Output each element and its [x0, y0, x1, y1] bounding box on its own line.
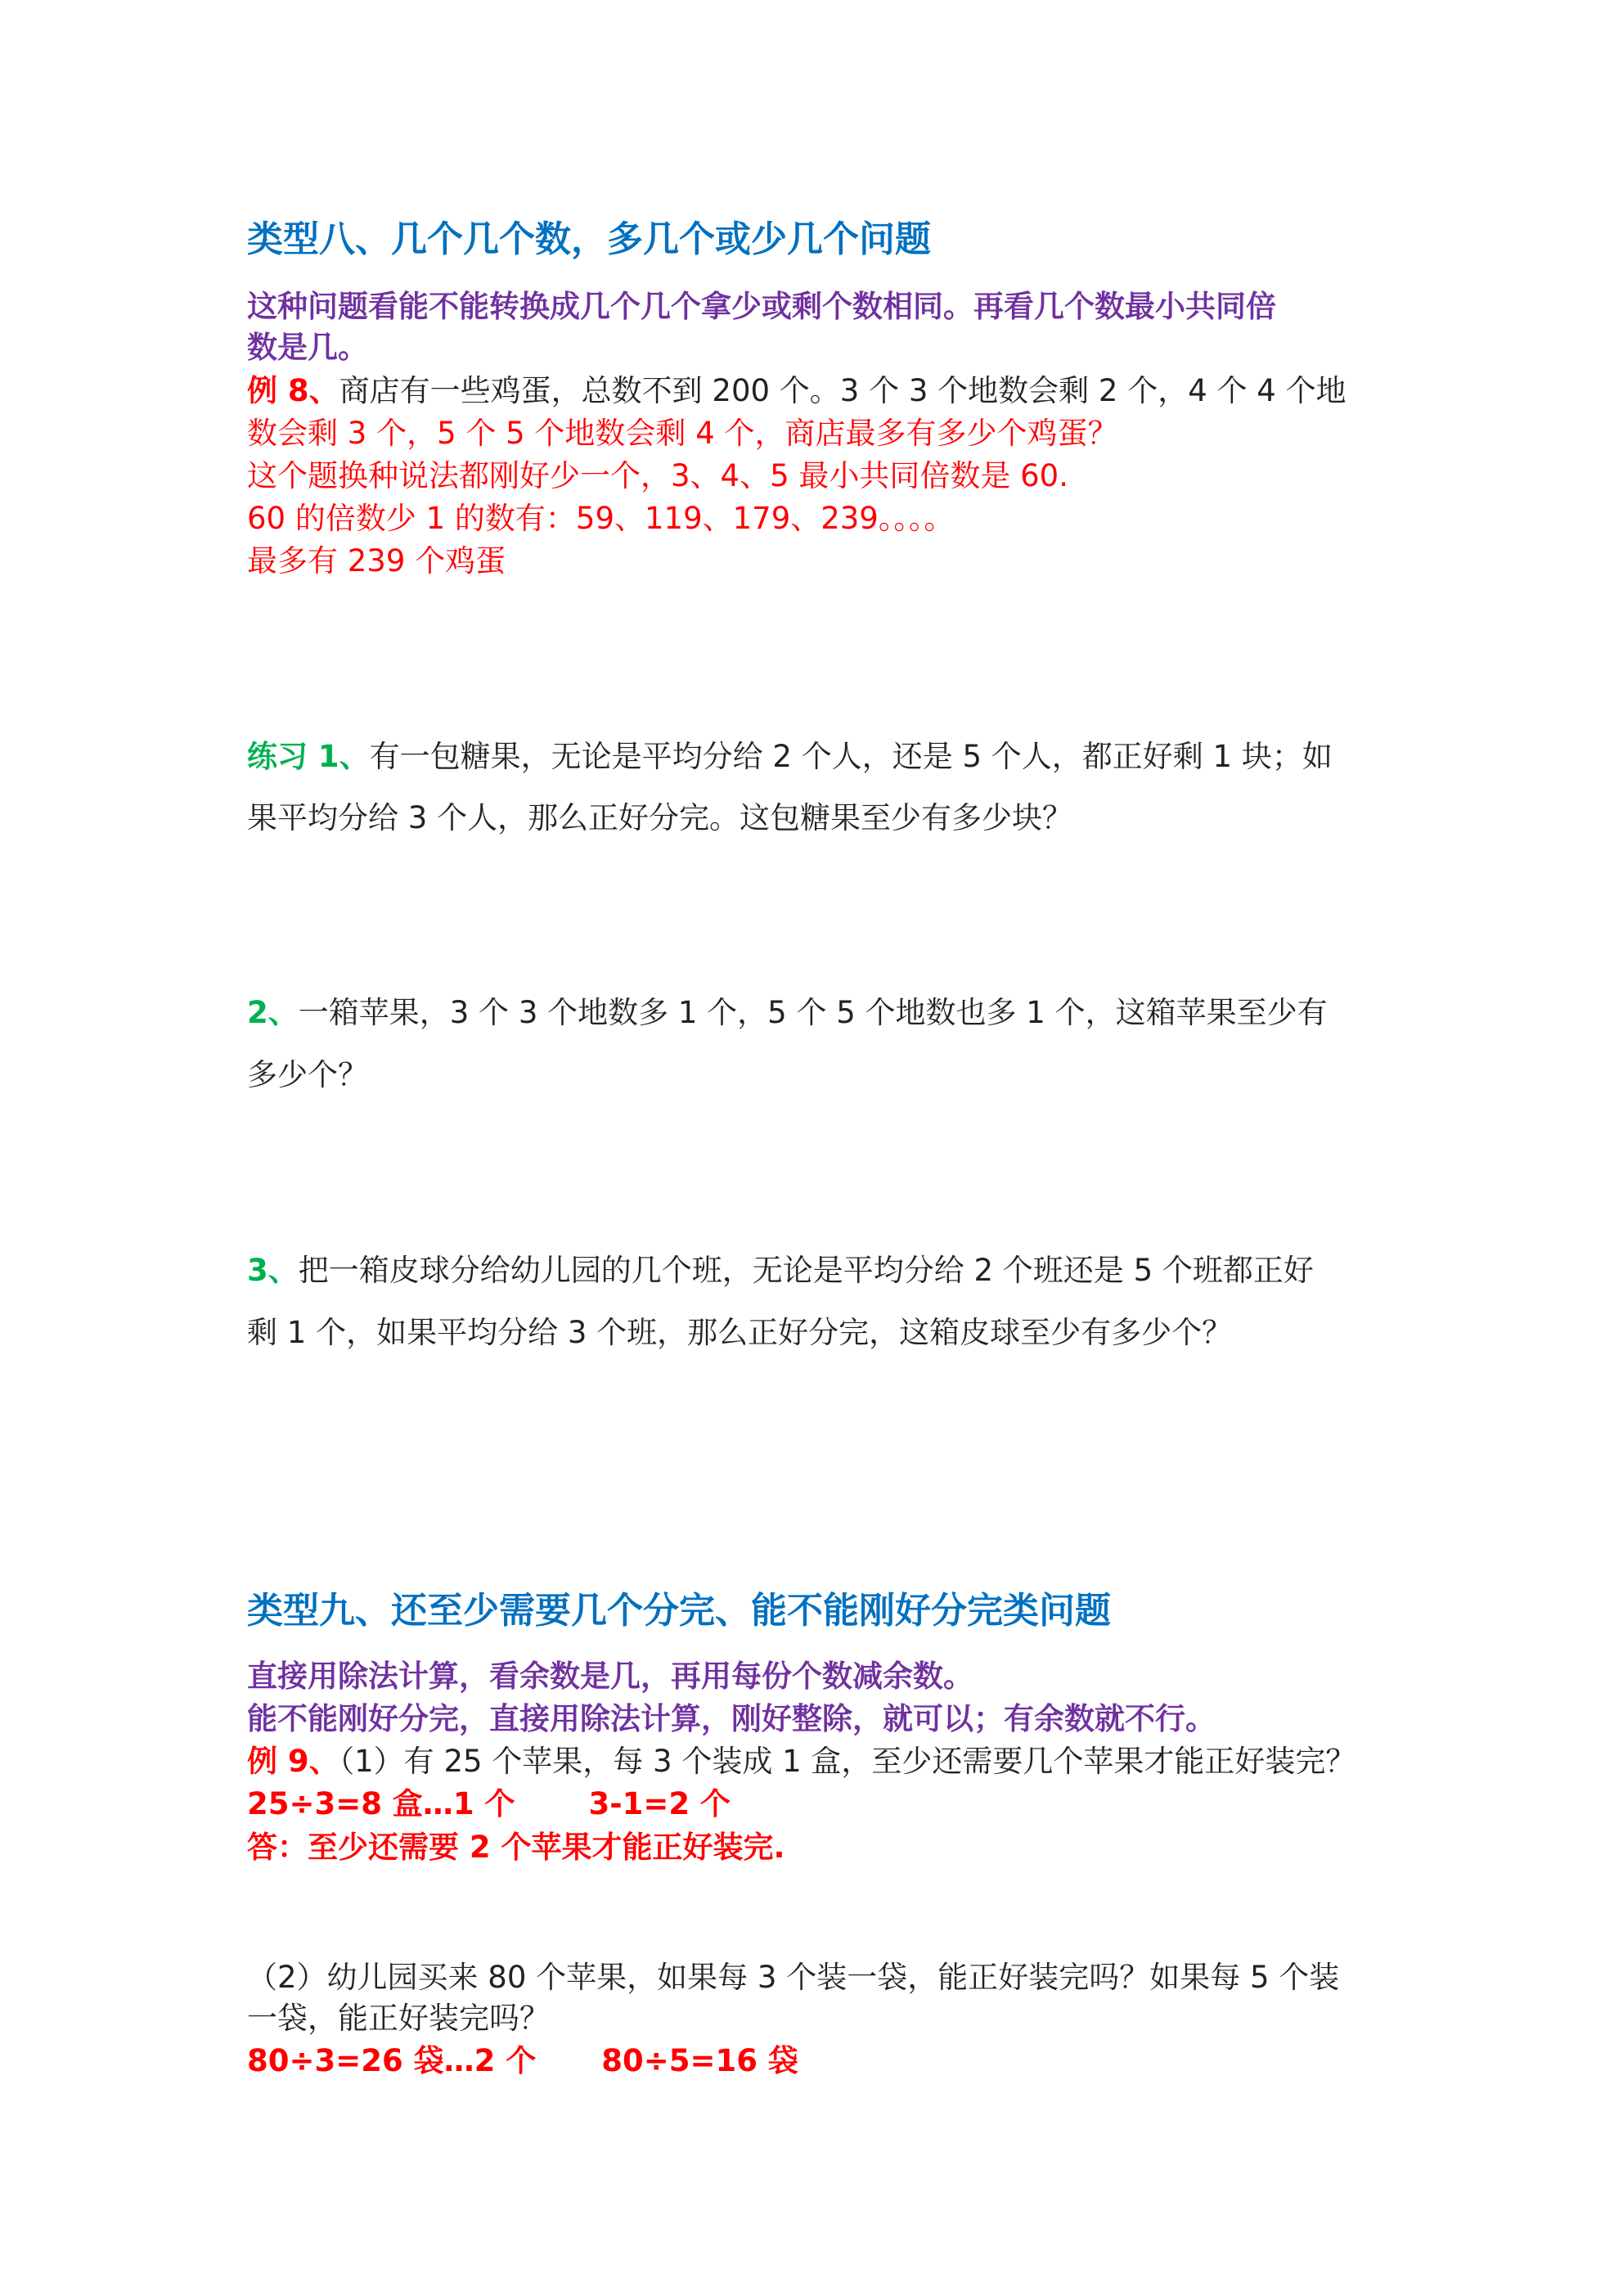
- example-9-question-1: [247, 1741, 1355, 1782]
- calculation: 25÷3=8 盒…1 个: [247, 1786, 515, 1821]
- solution-line: 60 的倍数少 1 的数有：59、119、179、239。。。。: [247, 501, 955, 536]
- solution-line: 这个题换种说法都刚好少一个，3、4、5 最小共同倍数是 60.: [247, 458, 1068, 493]
- practice-text: 一箱苹果，3 个 3 个地数多 1 个，5 个 5 个地数也多 1 个，这箱苹果至少有: [298, 995, 1328, 1030]
- practice-text: 把一箱皮球分给幼儿园的几个班，无论是平均分给 2 个班还是 5 个班都正好: [298, 1253, 1314, 1288]
- practice-label: 2、: [247, 995, 299, 1030]
- practice-2: [247, 993, 1328, 1033]
- calculation-line: [247, 1784, 731, 1825]
- calculation: 80÷3=26 袋…2 个: [247, 2043, 537, 2078]
- example-8-question: [247, 371, 1347, 412]
- calculation: 80÷5=16 袋: [601, 2043, 798, 2078]
- solution-answer: 最多有 239 个鸡蛋: [247, 543, 506, 579]
- section-8-heading: 类型八、几个几个数，多几个或少几个问题: [247, 218, 931, 260]
- tip-line: 这种问题看能不能转换成几个几个拿少或剩个数相同。再看几个数最小共同倍: [247, 289, 1276, 324]
- practice-1: [247, 736, 1333, 777]
- practice-text: 剩 1 个，如果平均分给 3 个班，那么正好分完，这箱皮球至少有多少个？: [247, 1315, 1233, 1350]
- question-text: 商店有一些鸡蛋，总数不到 200 个。3 个 3 个地数会剩 2 个，4 个 4 个地: [339, 373, 1347, 408]
- example-label: 例 8、: [247, 373, 339, 408]
- example-label: 例 9、: [247, 1744, 339, 1779]
- question-text: （1）有 25 个苹果，每 3 个装成 1 盒，至少还需要几个苹果才能正好装完？: [339, 1744, 1356, 1779]
- practice-text: 有一包糖果，无论是平均分给 2 个人，还是 5 个人，都正好剩 1 块；如: [369, 739, 1333, 774]
- calculation-line: [247, 2041, 798, 2082]
- practice-label: 3、: [247, 1253, 299, 1288]
- tip-line: 能不能刚好分完，直接用除法计算，刚好整除，就可以；有余数就不行。: [247, 1701, 1216, 1736]
- practice-text: 多少个？: [247, 1057, 368, 1092]
- practice-text: 果平均分给 3 个人，那么正好分完。这包糖果至少有多少块？: [247, 800, 1073, 835]
- question-2-text: 一袋，能正好装完吗？: [247, 2001, 550, 2036]
- tip-line: 直接用除法计算，看余数是几，再用每份个数减余数。: [247, 1659, 973, 1694]
- tip-line: 数是几。: [247, 330, 368, 365]
- practice-label: 练习 1、: [247, 739, 370, 774]
- question-text: 数会剩 3 个，5 个 5 个地数会剩 4 个，商店最多有多少个鸡蛋？: [247, 416, 1118, 451]
- calculation: 3-1=2 个: [588, 1786, 731, 1821]
- section-9-heading: 类型九、还至少需要几个分完、能不能刚好分完类问题: [247, 1590, 1111, 1632]
- practice-3: [247, 1250, 1314, 1291]
- question-2-text: （2）幼儿园买来 80 个苹果，如果每 3 个装一袋，能正好装完吗？如果每 5 个装: [247, 1960, 1340, 1995]
- answer-line: 答：至少还需要 2 个苹果才能正好装完.: [247, 1830, 785, 1865]
